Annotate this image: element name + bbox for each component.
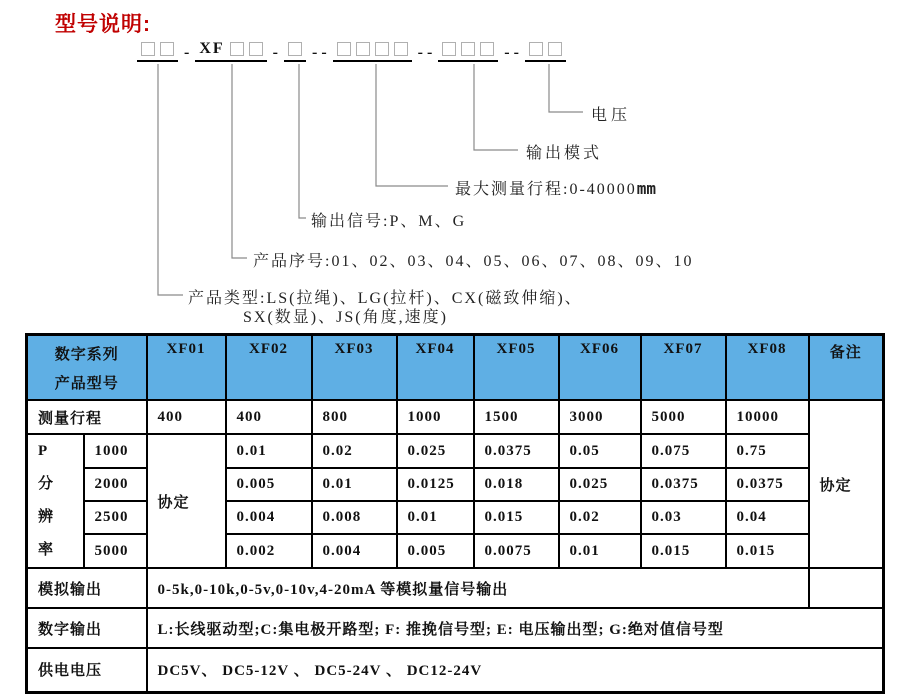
format-segment [525, 42, 566, 62]
res-value-cell: 0.0375 [474, 434, 559, 468]
res-value-cell: 0.04 [726, 501, 809, 534]
format-digit-box [230, 42, 244, 56]
format-digit-box [548, 42, 562, 56]
resolution-row-1000 [27, 434, 884, 468]
power-label-cell: 供电电压 [27, 648, 147, 692]
header-model-xf02: XF02 [226, 335, 312, 401]
res-value-cell: 0.03 [641, 501, 726, 534]
digital-output-row [27, 608, 884, 648]
res-value-cell: 0.015 [641, 534, 726, 568]
format-segment [137, 42, 178, 62]
format-digit-box [480, 42, 494, 56]
stroke-value-cell: 1500 [474, 400, 559, 434]
format-digit-box [160, 42, 174, 56]
xf01-merged-cell: 协定 [147, 434, 226, 568]
spec-table [25, 333, 885, 694]
callout-product-type-line2: SX(数显)、JS(角度,速度) [243, 309, 448, 326]
header-model-xf01: XF01 [147, 335, 226, 401]
stroke-label-cell: 测量行程 [27, 400, 147, 434]
header-row [27, 335, 884, 401]
res-value-cell: 0.008 [312, 501, 397, 534]
format-digit-box [461, 42, 475, 56]
connector-output-signal [299, 64, 306, 218]
connector-product-type [158, 64, 183, 295]
res-value-cell: 0.0075 [474, 534, 559, 568]
res-value-cell: 0.025 [397, 434, 474, 468]
analog-value-cell: 0-5k,0-10k,0-5v,0-10v,4-20mA 等模拟量信号输出 [147, 568, 809, 608]
format-prefix-text: XF [199, 40, 225, 57]
format-digit-box [356, 42, 370, 56]
stroke-row [27, 400, 884, 434]
res-value-cell: 0.004 [312, 534, 397, 568]
callout-max-stroke-text: 最大测量行程:0-40000 [455, 181, 637, 198]
analog-output-row [27, 568, 884, 608]
header-series-line1: 数字系列 [54, 347, 119, 363]
res-value-cell: 0.018 [474, 468, 559, 501]
resolution-side-char: 率 [38, 542, 55, 558]
header-model-xf08: XF08 [726, 335, 809, 401]
header-model-xf05: XF05 [474, 335, 559, 401]
stroke-value-cell: 800 [312, 400, 397, 434]
power-supply-row [27, 648, 884, 692]
format-separator: - - [417, 44, 433, 61]
format-separator: - - [311, 44, 327, 61]
model-format-line [137, 42, 566, 62]
connector-product-serial [232, 64, 247, 258]
connector-output-mode [474, 64, 518, 150]
res-value-cell: 0.05 [559, 434, 641, 468]
format-segment [333, 42, 412, 62]
analog-label-cell: 模拟输出 [27, 568, 147, 608]
stroke-value-cell: 5000 [641, 400, 726, 434]
res-value-cell: 0.002 [226, 534, 312, 568]
res-value-cell: 0.75 [726, 434, 809, 468]
stroke-value-cell: 1000 [397, 400, 474, 434]
res-value-cell: 0.015 [474, 501, 559, 534]
format-digit-box [529, 42, 543, 56]
power-value-cell: DC5V、 DC5-12V 、 DC5-24V 、 DC12-24V [147, 648, 884, 692]
res-value-cell: 0.005 [226, 468, 312, 501]
format-separator: - [272, 44, 278, 61]
page-title: 型号说明: [55, 13, 151, 36]
res-value-cell: 0.075 [641, 434, 726, 468]
callout-voltage: 电压 [591, 107, 632, 124]
stroke-value-cell: 400 [147, 400, 226, 434]
header-model-xf04: XF04 [397, 335, 474, 401]
connector-voltage [549, 64, 583, 112]
analog-remark-empty-cell [809, 568, 884, 608]
resolution-res-cell: 5000 [84, 534, 147, 568]
callout-product-serial: 产品序号:01、02、03、04、05、06、07、08、09、10 [253, 253, 694, 270]
res-value-cell: 0.01 [397, 501, 474, 534]
resolution-res-cell: 2000 [84, 468, 147, 501]
res-value-cell: 0.0375 [641, 468, 726, 501]
format-separator: - [184, 44, 190, 61]
stroke-value-cell: 10000 [726, 400, 809, 434]
format-digit-box [288, 42, 302, 56]
resolution-side-char: 分 [38, 476, 55, 492]
remark-merged-cell: 协定 [809, 400, 884, 568]
header-series-line2: 产品型号 [54, 376, 119, 392]
resolution-res-cell: 2500 [84, 501, 147, 534]
digital-value-cell: L:长线驱动型;C:集电极开路型; F: 推挽信号型; E: 电压输出型; G:绝对值信号型 [147, 608, 884, 648]
resolution-side-char: 辨 [38, 509, 55, 525]
res-value-cell: 0.01 [312, 468, 397, 501]
format-digit-box [141, 42, 155, 56]
stroke-value-cell: 3000 [559, 400, 641, 434]
res-value-cell: 0.01 [559, 534, 641, 568]
resolution-side-char: P [38, 443, 49, 459]
header-remark-cell: 备注 [809, 335, 884, 401]
callout-output-signal: 输出信号:P、M、G [311, 213, 467, 230]
format-segment [284, 42, 306, 62]
format-digit-box [394, 42, 408, 56]
connector-max-stroke [376, 64, 448, 186]
format-digit-box [337, 42, 351, 56]
res-value-cell: 0.02 [312, 434, 397, 468]
format-digit-box [442, 42, 456, 56]
format-segment [195, 42, 266, 62]
callout-max-stroke-unit: mm [636, 179, 657, 198]
header-model-xf06: XF06 [559, 335, 641, 401]
header-series-cell [27, 335, 147, 401]
res-value-cell: 0.02 [559, 501, 641, 534]
callout-max-stroke [455, 176, 656, 199]
callout-output-mode: 输出模式 [526, 145, 603, 162]
format-digit-box [249, 42, 263, 56]
res-value-cell: 0.0375 [726, 468, 809, 501]
res-value-cell: 0.004 [226, 501, 312, 534]
res-value-cell: 0.0125 [397, 468, 474, 501]
resolution-res-cell: 1000 [84, 434, 147, 468]
header-model-xf07: XF07 [641, 335, 726, 401]
format-segment [438, 42, 498, 62]
res-value-cell: 0.005 [397, 534, 474, 568]
digital-label-cell: 数字输出 [27, 608, 147, 648]
header-model-xf03: XF03 [312, 335, 397, 401]
format-digit-box [375, 42, 389, 56]
stroke-value-cell: 400 [226, 400, 312, 434]
resolution-side-cell [27, 434, 84, 568]
format-separator: - - [504, 44, 519, 61]
res-value-cell: 0.025 [559, 468, 641, 501]
callout-product-type-line1: 产品类型:LS(拉绳)、LG(拉杆)、CX(磁致伸缩)、 [188, 290, 583, 307]
res-value-cell: 0.01 [226, 434, 312, 468]
res-value-cell: 0.015 [726, 534, 809, 568]
